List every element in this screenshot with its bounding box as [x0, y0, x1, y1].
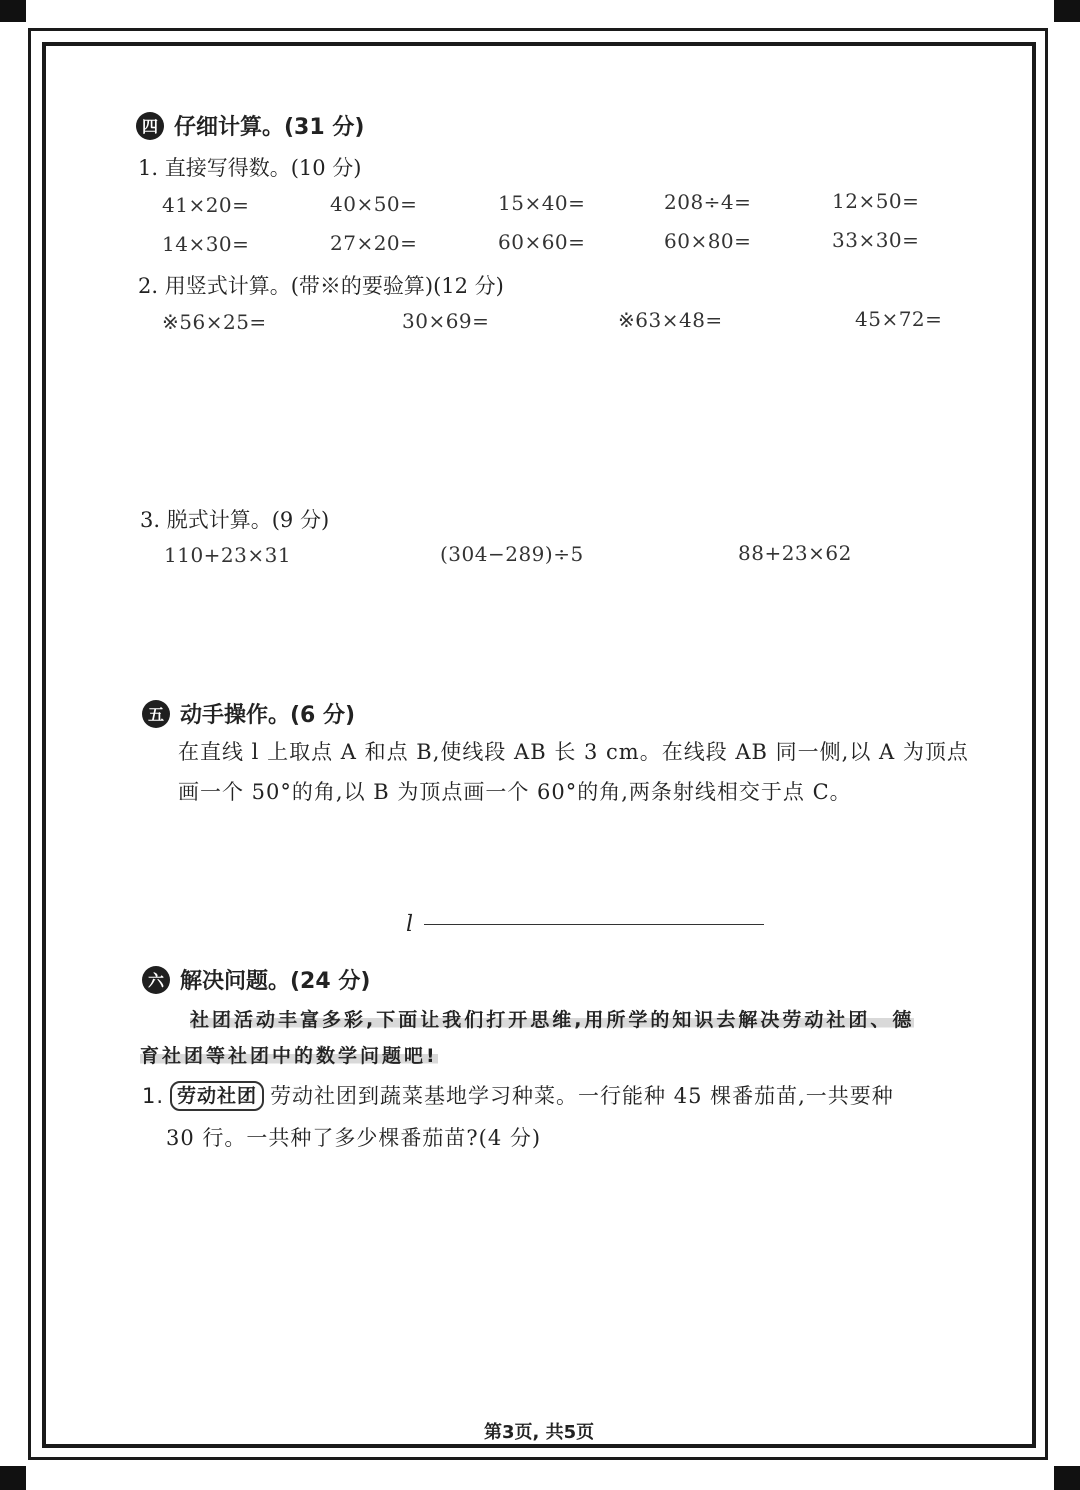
- corner-mark-bottom-left: [0, 1466, 26, 1490]
- q6-1-text-1: 劳动社团到蔬菜基地学习种菜。一行能种 45 棵番茄苗,一共要种: [270, 1084, 894, 1108]
- calc-item: 41×20=: [162, 193, 250, 217]
- q4-3-title: 3. 脱式计算。(9 分): [140, 508, 330, 532]
- corner-mark-top-left: [0, 0, 26, 22]
- section-6-title: 解决问题。(24 分): [180, 969, 371, 994]
- q6-1-line-1: [142, 1076, 894, 1116]
- step-calc-item: (304−289)÷5: [440, 542, 584, 566]
- section-6-intro-line-1: 社团活动丰富多彩,下面让我们打开思维,用所学的知识去解决劳动社团、德: [190, 1009, 915, 1031]
- section-6-number: 六: [142, 966, 170, 994]
- step-calc-item: 110+23×31: [164, 543, 292, 567]
- q4-2-title: 2. 用竖式计算。(带※的要验算)(12 分): [138, 274, 504, 298]
- calc-item: 208÷4=: [664, 190, 752, 214]
- section-4-header: [136, 110, 364, 141]
- line-l: [424, 924, 764, 925]
- step-calc-item: 88+23×62: [738, 541, 852, 565]
- vertical-calc-item: 30×69=: [402, 309, 490, 333]
- calc-item: 60×60=: [498, 230, 586, 254]
- vertical-calc-item: ※56×25=: [162, 310, 267, 334]
- q4-1-title: 1. 直接写得数。(10 分): [138, 156, 362, 180]
- section-5-text-line-2: 画一个 50°的角,以 B 为顶点画一个 60°的角,两条射线相交于点 C。: [178, 780, 852, 804]
- section-5-header: [142, 698, 355, 729]
- q6-1-line-2: 30 行。一共种了多少棵番茄苗?(4 分): [166, 1126, 542, 1150]
- calc-item: 33×30=: [832, 228, 920, 252]
- calc-item: 40×50=: [330, 192, 418, 216]
- section-5-title: 动手操作。(6 分): [180, 703, 356, 728]
- section-6-intro-line-2: 育社团等社团中的数学问题吧!: [140, 1045, 438, 1067]
- line-l-label: l: [406, 912, 414, 937]
- q6-1-number: 1.: [142, 1084, 165, 1108]
- calc-item: 14×30=: [162, 232, 250, 256]
- page-footer: 第3页, 共5页: [484, 1422, 595, 1443]
- vertical-calc-item: ※63×48=: [618, 308, 723, 332]
- calc-item: 15×40=: [498, 191, 586, 215]
- section-5-number: 五: [142, 700, 170, 728]
- section-4-number: 四: [136, 112, 164, 140]
- section-4-title: 仔细计算。(31 分): [174, 115, 365, 140]
- section-5-text-line-1: 在直线 l 上取点 A 和点 B,使线段 AB 长 3 cm。在线段 AB 同一侧,以 A 为顶点: [178, 740, 969, 764]
- calc-item: 12×50=: [832, 189, 920, 213]
- section-6-header: [142, 964, 370, 995]
- calc-item: 60×80=: [664, 229, 752, 253]
- corner-mark-top-right: [1054, 0, 1080, 22]
- corner-mark-bottom-right: [1054, 1466, 1080, 1490]
- calc-item: 27×20=: [330, 231, 418, 255]
- vertical-calc-item: 45×72=: [855, 307, 943, 331]
- labor-club-tag: 劳动社团: [170, 1081, 264, 1111]
